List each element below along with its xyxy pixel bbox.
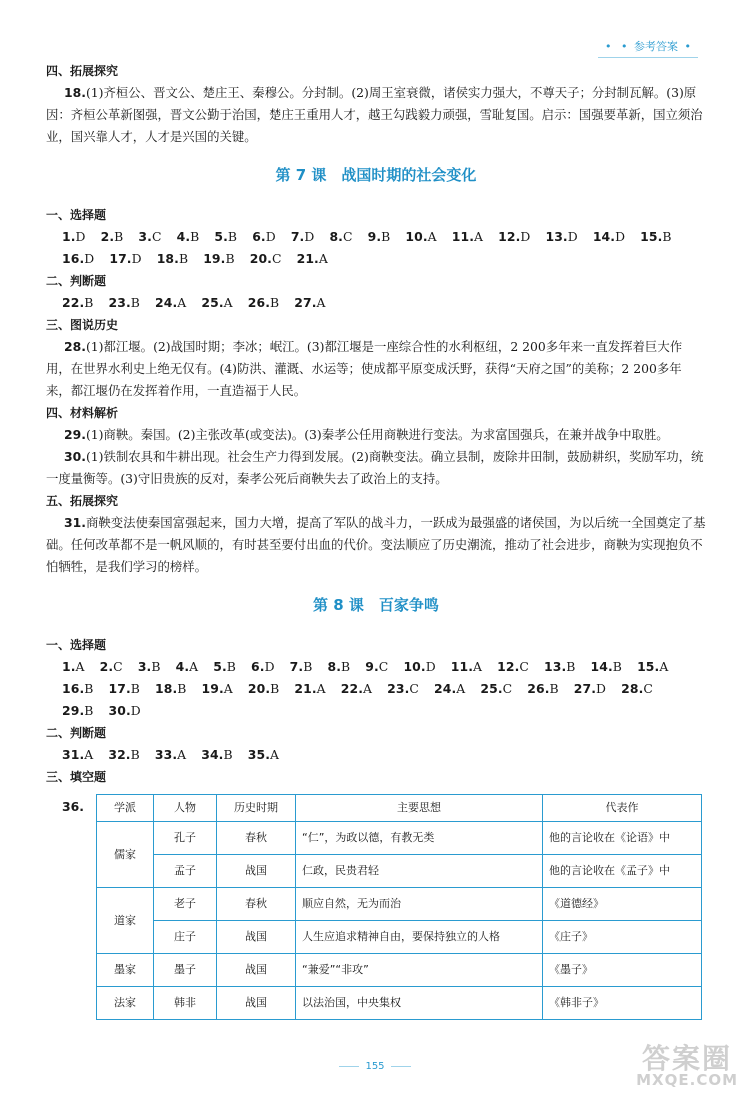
question-text: (1)铁制农具和牛耕出现。社会生产力得到发展。(2)商鞅变法。确立县制，废除井田制，鼓励耕织，奖励军功，统一度量衡等。(3)守旧贵族的反对，秦孝公死后商鞅失去了政治上的支持。 <box>46 449 704 486</box>
answer-number: 22. <box>340 681 364 696</box>
answer-item <box>108 747 139 762</box>
table-row <box>97 954 702 987</box>
table-header: 历史时期 <box>217 795 296 822</box>
answer-item <box>155 747 186 762</box>
section-heading: 四、材料解析 <box>46 406 119 420</box>
question-number: 36. <box>62 799 84 814</box>
answer-value: D <box>596 681 607 696</box>
answer-number: 4. <box>175 659 190 674</box>
answer-item <box>252 229 276 244</box>
answer-item <box>480 681 512 696</box>
section-heading: 二、判断题 <box>46 274 107 288</box>
answer-number: 7. <box>290 229 305 244</box>
answer-number: 29. <box>62 703 85 718</box>
answer-value: C <box>502 681 513 696</box>
answer-value: A <box>177 747 187 762</box>
answer-number: 32. <box>108 747 131 762</box>
answer-value: D <box>615 229 626 244</box>
section-heading: 三、填空题 <box>46 770 107 784</box>
answer-number: 8. <box>327 659 341 674</box>
lesson-7-title: 第 7 课 战国时期的社会变化 <box>275 166 477 184</box>
question-text: (1)商鞅。秦国。(2)主张改革(或变法)。(3)秦孝公任用商鞅进行变法。为求富国强兵，在兼并战争中取胜。 <box>85 427 669 442</box>
idea-cell: “仁”，为政以德，有教无类 <box>296 822 543 855</box>
answer-value: B <box>84 681 94 696</box>
table-row <box>97 888 702 921</box>
answer-number: 1. <box>62 659 76 674</box>
answer-number: 21. <box>296 251 319 266</box>
answer-item <box>545 229 577 244</box>
schools-table-wrap <box>46 794 706 1020</box>
answer-item <box>329 229 352 244</box>
dot-icon: • <box>684 40 691 53</box>
table-row <box>97 822 702 855</box>
answer-number: 21. <box>294 681 317 696</box>
answer-item <box>62 659 85 674</box>
answer-item <box>365 659 388 674</box>
answer-value: C <box>409 681 419 696</box>
answer-value: B <box>227 229 238 244</box>
question-number: 29. <box>64 427 86 442</box>
answer-value: D <box>265 229 276 244</box>
idea-cell: 顺应自然，无为而治 <box>296 888 543 921</box>
answer-item <box>250 251 282 266</box>
answer-number: 3. <box>138 229 152 244</box>
answer-value: B <box>612 659 623 674</box>
answer-number: 2. <box>100 229 115 244</box>
watermark-logo <box>636 1042 738 1089</box>
person-cell: 庄子 <box>154 921 217 954</box>
answer-number: 8. <box>329 229 343 244</box>
answer-value: B <box>114 229 124 244</box>
answer-item <box>341 681 372 696</box>
answer-number: 16. <box>62 681 85 696</box>
answer-number: 19. <box>203 251 226 266</box>
answer-number: 34. <box>201 747 224 762</box>
answer-item <box>497 659 529 674</box>
answer-number: 28. <box>621 681 644 696</box>
answer-number: 5. <box>213 659 227 674</box>
period-cell: 战国 <box>217 954 296 987</box>
answer-value: B <box>84 703 94 718</box>
answer-item <box>138 659 161 674</box>
table-row <box>97 855 702 888</box>
dot-icon: • <box>605 40 612 53</box>
answer-value: D <box>520 229 531 244</box>
answer-item <box>294 295 325 310</box>
answer-number: 25. <box>480 681 503 696</box>
answer-value: A <box>659 659 669 674</box>
answer-item <box>405 229 436 244</box>
section-heading: 一、选择题 <box>46 208 107 222</box>
answer-number: 33. <box>154 747 178 762</box>
answer-item <box>368 229 391 244</box>
header-tag-label: 参考答案 <box>634 40 678 53</box>
answer-value: B <box>151 659 161 674</box>
lesson-8-title: 第 8 课 百家争鸣 <box>313 596 439 614</box>
answer-value: B <box>178 251 189 266</box>
answer-item <box>176 659 199 674</box>
header-answer-tag <box>598 38 698 58</box>
person-cell: 孔子 <box>154 822 217 855</box>
period-cell: 春秋 <box>217 822 296 855</box>
answer-item <box>403 659 435 674</box>
answer-number: 4. <box>176 229 191 244</box>
answer-number: 1. <box>62 229 76 244</box>
answer-item <box>109 681 140 696</box>
answer-number: 30. <box>108 703 131 718</box>
answer-number: 19. <box>201 681 224 696</box>
work-cell: 《庄子》 <box>543 921 702 954</box>
answer-value: A <box>363 681 373 696</box>
answer-number: 15. <box>640 229 663 244</box>
answer-list <box>46 656 706 722</box>
work-cell: 他的言论收在《孟子》中 <box>543 855 702 888</box>
answer-item <box>62 229 86 244</box>
answer-number: 22. <box>62 295 85 310</box>
table-header: 学派 <box>97 795 154 822</box>
answer-item <box>498 229 530 244</box>
answer-item <box>202 681 233 696</box>
answer-value: C <box>519 659 529 674</box>
answer-value: B <box>130 747 140 762</box>
question-number: 30. <box>64 449 86 464</box>
answer-number: 3. <box>137 659 152 674</box>
answer-value: B <box>84 295 94 310</box>
answer-number: 7. <box>289 659 304 674</box>
answer-number: 14. <box>592 229 616 244</box>
answer-number: 15. <box>637 659 660 674</box>
answer-list <box>46 744 706 766</box>
answer-number: 20. <box>247 681 271 696</box>
answer-number: 18. <box>155 681 178 696</box>
answer-item <box>101 229 124 244</box>
answer-item <box>452 229 483 244</box>
section-heading: 二、判断题 <box>46 726 107 740</box>
answer-item <box>62 295 93 310</box>
work-cell: 《韩非子》 <box>543 987 702 1020</box>
period-cell: 战国 <box>217 987 296 1020</box>
answer-item <box>294 681 325 696</box>
answer-number: 12. <box>498 229 521 244</box>
answer-number: 25. <box>201 295 224 310</box>
answer-item <box>155 681 186 696</box>
answer-number: 11. <box>451 229 475 244</box>
table-row <box>97 987 702 1020</box>
answer-item <box>109 703 141 718</box>
answer-value: D <box>131 251 142 266</box>
answer-item <box>201 295 232 310</box>
answer-value: C <box>342 229 353 244</box>
answer-number: 14. <box>590 659 613 674</box>
table-body <box>97 822 702 1020</box>
answer-value: D <box>84 251 95 266</box>
answer-value: B <box>190 229 200 244</box>
answer-number: 31. <box>62 747 85 762</box>
answer-item <box>527 681 558 696</box>
answer-item <box>62 747 93 762</box>
table-header: 主要思想 <box>296 795 543 822</box>
work-cell: 《道德经》 <box>543 888 702 921</box>
answer-value: D <box>264 659 275 674</box>
answer-number: 27. <box>573 681 597 696</box>
section-heading: 四、拓展探究 <box>46 64 119 78</box>
answer-item <box>544 659 575 674</box>
answer-value: B <box>662 229 672 244</box>
school-cell: 儒家 <box>97 822 154 888</box>
person-cell: 老子 <box>154 888 217 921</box>
answer-item <box>155 295 186 310</box>
answer-value: B <box>549 681 559 696</box>
answer-item <box>248 681 279 696</box>
question-18 <box>46 82 706 148</box>
answer-value: A <box>189 659 199 674</box>
question-text: (1)都江堰。(2)战国时期；李冰；岷江。(3)都江堰是一座综合性的水利枢纽，2 200多年来一直发挥着巨大作用，在世界水利史上绝无仅有。(4)防洪、灌溉、水运等；使成都平原变成沃野，获得“天府之国”的美称；2 200多年来，都江堰仍在发挥着作用，一直造福于人民。 <box>46 339 683 398</box>
question-number: 28. <box>64 339 86 354</box>
answer-value: B <box>130 295 140 310</box>
answer-number: 10. <box>405 229 428 244</box>
answer-item <box>177 229 200 244</box>
watermark-text: 答案圈 <box>642 1042 733 1075</box>
answer-item <box>248 747 279 762</box>
answer-value: A <box>223 681 233 696</box>
question-number: 18. <box>64 85 86 100</box>
answer-number: 23. <box>387 681 410 696</box>
answer-number: 17. <box>109 251 132 266</box>
answer-item <box>62 681 93 696</box>
period-cell: 春秋 <box>217 888 296 921</box>
page-content <box>46 60 706 1020</box>
answer-number: 23. <box>108 295 131 310</box>
answer-value: D <box>130 703 141 718</box>
table-header: 人物 <box>154 795 217 822</box>
answer-item <box>100 659 123 674</box>
watermark-url: MXQE.COM <box>636 1071 738 1089</box>
table-row <box>97 921 702 954</box>
answer-item <box>387 681 419 696</box>
answer-value: B <box>270 681 280 696</box>
schools-table <box>96 794 702 1020</box>
section-heading: 五、拓展探究 <box>46 494 119 508</box>
answer-value: A <box>270 747 280 762</box>
answer-item <box>297 251 328 266</box>
period-cell: 战国 <box>217 921 296 954</box>
answer-number: 26. <box>527 681 550 696</box>
answer-number: 11. <box>450 659 474 674</box>
answer-value: A <box>75 659 85 674</box>
dot-icon: • <box>621 40 628 53</box>
answer-value: B <box>226 659 236 674</box>
answer-value: D <box>75 229 86 244</box>
answer-number: 9. <box>367 229 382 244</box>
answer-item <box>290 659 313 674</box>
work-cell: 《墨子》 <box>543 954 702 987</box>
section-heading: 一、选择题 <box>46 638 107 652</box>
answer-value: A <box>318 251 328 266</box>
answer-number: 17. <box>108 681 131 696</box>
answer-number: 24. <box>155 295 178 310</box>
answer-item <box>138 229 161 244</box>
answer-number: 12. <box>497 659 520 674</box>
idea-cell: “兼爱”“非攻” <box>296 954 543 987</box>
answer-value: B <box>381 229 391 244</box>
answer-number: 35. <box>247 747 270 762</box>
answer-item <box>291 229 315 244</box>
answer-number: 10. <box>403 659 426 674</box>
answer-value: A <box>316 295 326 310</box>
idea-cell: 人生应追求精神自由，要保持独立的人格 <box>296 921 543 954</box>
question-number: 31. <box>64 515 86 530</box>
answer-number: 20. <box>249 251 272 266</box>
answer-item <box>593 229 625 244</box>
answer-item <box>251 659 275 674</box>
answer-list <box>46 226 706 270</box>
answer-item <box>201 747 232 762</box>
work-cell: 他的言论收在《论语》中 <box>543 822 702 855</box>
answer-value: A <box>473 659 483 674</box>
answer-value: D <box>567 229 578 244</box>
person-cell: 孟子 <box>154 855 217 888</box>
answer-number: 5. <box>214 229 228 244</box>
answer-number: 6. <box>251 659 265 674</box>
answer-value: A <box>456 681 466 696</box>
divider <box>391 1066 411 1067</box>
answer-value: B <box>270 295 280 310</box>
answer-value: D <box>425 659 436 674</box>
answer-item <box>327 659 350 674</box>
answer-value: A <box>177 295 187 310</box>
answer-number: 24. <box>434 681 457 696</box>
answer-item <box>434 681 465 696</box>
table-header: 代表作 <box>543 795 702 822</box>
answer-value: C <box>643 681 653 696</box>
answer-item <box>640 229 671 244</box>
answer-item <box>109 295 140 310</box>
school-cell: 道家 <box>97 888 154 954</box>
answer-item <box>621 681 653 696</box>
answer-value: A <box>84 747 94 762</box>
answer-item <box>62 251 94 266</box>
answer-number: 26. <box>247 295 270 310</box>
answer-item <box>451 659 482 674</box>
answer-item <box>109 251 141 266</box>
answer-value: A <box>316 681 326 696</box>
answer-item <box>591 659 622 674</box>
question-text: 商鞅变法使秦国富强起来，国力大增，提高了军队的战斗力，一跃成为最强盛的诸侯国，为以后统一全国奠定了基础。任何改革都不是一帆风顺的，有时甚至要付出血的代价。变法顺应了历史潮流，推动了社会进步，商鞅为实现抱负不怕牺牲，是我们学习的榜样。 <box>46 515 706 574</box>
answer-item <box>214 229 237 244</box>
question-28 <box>46 336 706 402</box>
answer-number: 13. <box>544 659 567 674</box>
answer-number: 27. <box>294 295 317 310</box>
answer-value: A <box>474 229 484 244</box>
answer-item <box>203 251 234 266</box>
answer-value: B <box>130 681 140 696</box>
answer-value: C <box>113 659 123 674</box>
period-cell: 战国 <box>217 855 296 888</box>
answer-value: B <box>177 681 187 696</box>
question-29 <box>46 424 706 446</box>
answer-value: B <box>341 659 351 674</box>
person-cell: 韩非 <box>154 987 217 1020</box>
answer-value: C <box>378 659 389 674</box>
table-header-row <box>97 795 702 822</box>
page-number-text: 155 <box>365 1061 385 1072</box>
question-text: (1)齐桓公、晋文公、楚庄王、秦穆公。分封制。(2)周王室衰微，诸侯实力强大，不尊天子；分封制瓦解。(3)原因：齐桓公革新图强，晋文公勤于治国，楚庄王重用人才，越王勾践毅力顽强，雪耻复国。启示：国强要革新，国立须治业，国兴靠人才，人才是兴国的关键。 <box>46 85 703 144</box>
answer-value: A <box>427 229 437 244</box>
answer-value: B <box>303 659 313 674</box>
school-cell: 法家 <box>97 987 154 1020</box>
answer-value: B <box>223 747 233 762</box>
answer-item <box>157 251 188 266</box>
answer-item <box>213 659 236 674</box>
answer-number: 16. <box>62 251 85 266</box>
section-heading: 三、图说历史 <box>46 318 119 332</box>
question-30 <box>46 446 706 490</box>
answer-list <box>46 292 706 314</box>
answer-number: 9. <box>365 659 379 674</box>
answer-value: B <box>566 659 576 674</box>
school-cell: 墨家 <box>97 954 154 987</box>
answer-number: 6. <box>252 229 266 244</box>
answer-value: D <box>304 229 315 244</box>
answer-item <box>62 703 93 718</box>
idea-cell: 以法治国，中央集权 <box>296 987 543 1020</box>
answer-value: C <box>151 229 162 244</box>
answer-number: 2. <box>99 659 114 674</box>
divider <box>339 1066 359 1067</box>
answer-number: 13. <box>545 229 568 244</box>
answer-item <box>637 659 668 674</box>
question-31 <box>46 512 706 578</box>
answer-value: A <box>223 295 233 310</box>
answer-number: 18. <box>156 251 179 266</box>
answer-value: C <box>271 251 282 266</box>
answer-item <box>574 681 606 696</box>
person-cell: 墨子 <box>154 954 217 987</box>
answer-value: B <box>225 251 235 266</box>
answer-item <box>248 295 279 310</box>
idea-cell: 仁政，民贵君轻 <box>296 855 543 888</box>
